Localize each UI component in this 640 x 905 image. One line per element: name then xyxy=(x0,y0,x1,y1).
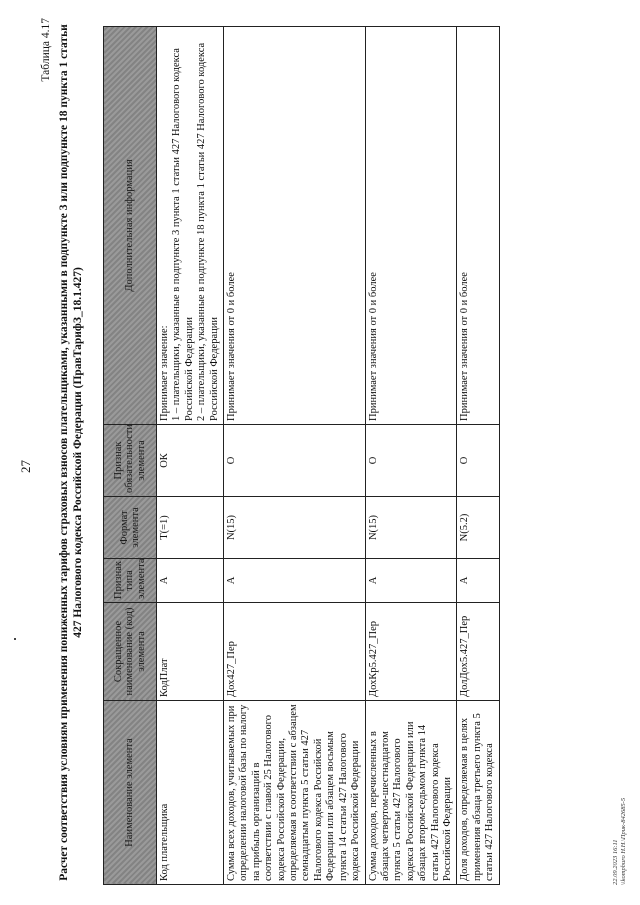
cell-name: Сумма всех доходов, учитываемых при определении налоговой базы по налогу на прибыль организаций в соответствии с главой 25 Налогового кодекса Российской Федерации, определяемая в соответствии с абзацем семнадцатым пункта 5 статьи 427 Налогового кодекса Российской Федерации или абзацем восьмым пункта 14 статьи 427 Налогового кодекса Российской Федерации xyxy=(224,701,365,885)
print-footer xyxy=(612,798,627,885)
cell-format: N(5.2) xyxy=(457,497,499,559)
table-title: Расчет соответствия условиям применения пониженных тарифов страховых взносов плательщиками, указанными в подпункте 3 или подпункте 18 пункта 1 статьи 427 Налогового кодекса Российской Федерации (ПравТарифЗ_18.1.427) xyxy=(58,24,84,881)
header-element-format: Формат элемента xyxy=(104,497,157,559)
info-line: Принимает значения от 0 и более xyxy=(459,272,471,421)
cell-type: А xyxy=(224,559,365,603)
table-header-row xyxy=(104,27,157,885)
cell-info xyxy=(157,27,224,425)
table-number: Таблица 4.17 xyxy=(40,18,52,82)
cell-required: О xyxy=(224,425,365,497)
cell-name: Доля доходов, определяемая в целях применения абзаца третьего пункта 5 статьи 427 Налогового кодекса xyxy=(457,701,499,885)
cell-format: N(15) xyxy=(365,497,457,559)
cell-format: N(15) xyxy=(224,497,365,559)
table-row xyxy=(457,27,499,885)
info-line: Принимает значение: xyxy=(159,325,170,421)
cell-required: О xyxy=(365,425,457,497)
table-row xyxy=(365,27,457,885)
cell-code: КодПлат xyxy=(157,603,224,701)
cell-name: Сумма доходов, перечисленных в абзацах четвертом-шестнадцатом пункта 5 статьи 427 Налогового кодекса Российской Федерации или абзацах втором-седьмом пункта 14 статьи 427 Налогового кодекса Российской Федерации xyxy=(365,701,457,885)
cell-type: А xyxy=(365,559,457,603)
print-path: \\kompburo Н.Н.\Прик-842685-5 xyxy=(619,797,627,885)
cell-info xyxy=(365,27,457,425)
table-row xyxy=(224,27,365,885)
table-row xyxy=(157,27,224,885)
cell-required: О xyxy=(457,425,499,497)
header-element-code: Сокращенное наименование (код) элемента xyxy=(104,603,157,701)
print-timestamp: 22.09.2023 16:11 xyxy=(612,839,619,885)
cell-info xyxy=(457,27,499,425)
cell-type: А xyxy=(457,559,499,603)
cell-format: T(=1) xyxy=(157,497,224,559)
scan-speck xyxy=(14,638,16,640)
elements-table xyxy=(103,26,500,885)
cell-type: А xyxy=(157,559,224,603)
cell-name: Код плательщика xyxy=(157,701,224,885)
header-element-required: Признак обязательности элемента xyxy=(104,425,157,497)
header-additional-info: Дополнительная информация xyxy=(104,27,157,425)
header-element-name: Наименование элемента xyxy=(104,701,157,885)
info-line: 2 – плательщики, указанные в подпункте 18 пункта 1 статьи 427 Налогового кодекса Российской Федерации xyxy=(196,42,220,421)
info-line: 1 – плательщики, указанные в подпункте 3 пункта 1 статьи 427 Налогового кодекса Российской Федерации xyxy=(171,48,195,421)
info-line: Принимает значения от 0 и более xyxy=(367,272,379,421)
cell-required: ОК xyxy=(157,425,224,497)
cell-code: ДохКр5.427_Пер xyxy=(365,603,457,701)
header-element-type: Признак типа элемента xyxy=(104,559,157,603)
cell-info xyxy=(224,27,365,425)
cell-code: Дох427_Пер xyxy=(224,603,365,701)
page-number: 27 xyxy=(18,460,33,473)
info-line: Принимает значения от 0 и более xyxy=(226,272,238,421)
cell-code: ДолДох5.427_Пер xyxy=(457,603,499,701)
